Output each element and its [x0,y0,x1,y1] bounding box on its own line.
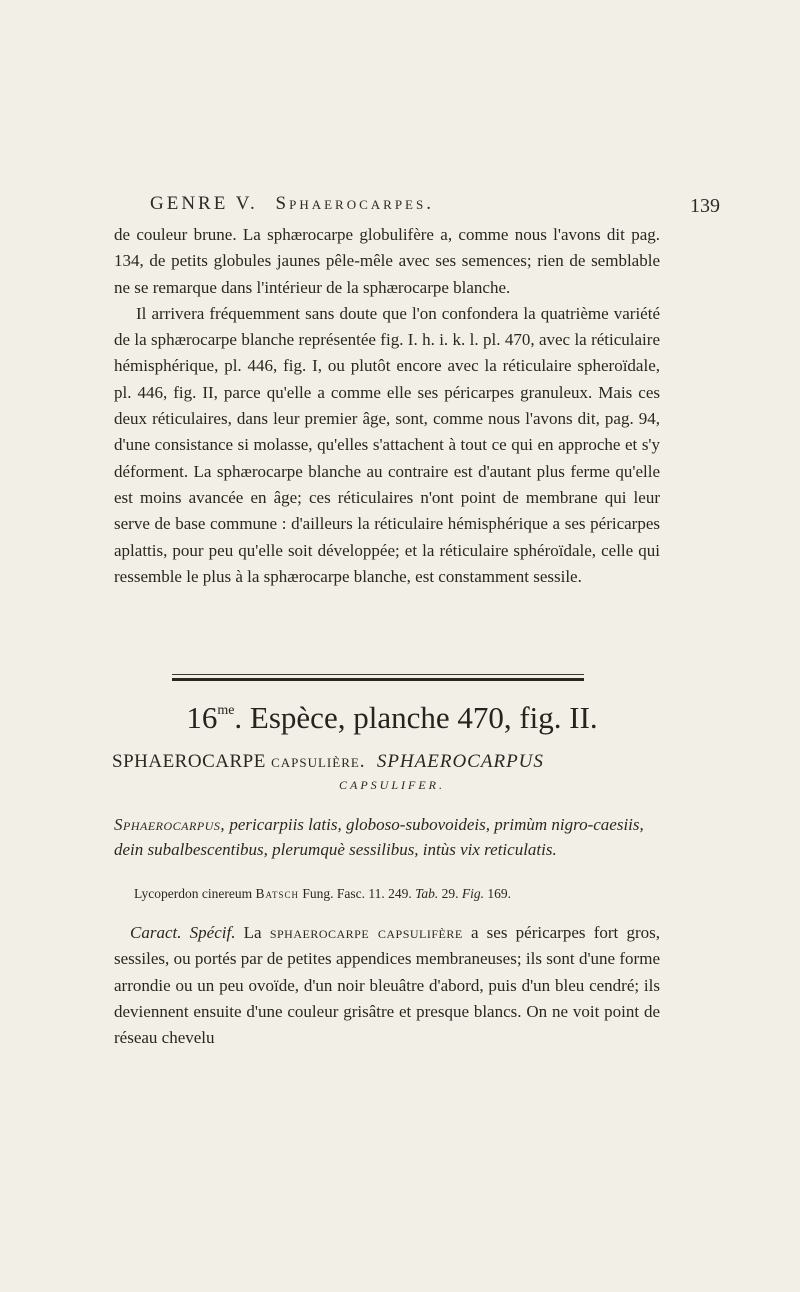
species-heading-rest: . Espèce, planche 470, fig. II. [234,700,598,735]
french-epithet: capsulière. [271,751,366,772]
diagnosis-text: pericarpiis latis, globoso-subovoideis, primùm nigro-caesiis, dein subalbescentibus, plerumquè sessilibus, intùs vix reticulatis. [114,815,644,859]
diagnosis-lead: Sphaerocarpus, [114,815,226,834]
running-head [150,193,750,215]
species-name [112,751,672,773]
synonymy-text-d: 169. [484,886,512,901]
species-number: 16 [186,700,218,735]
french-name: SPHAEROCARPE [112,751,266,772]
species-description [114,920,660,1051]
synonymy-tab: Tab. [415,886,439,901]
latin-name: SPHAEROCARPUS [376,751,544,772]
synonymy-fig: Fig. [461,886,485,901]
synonymy-text-b: Fung. Fasc. 11. 249. [298,886,416,901]
carac-text-b: a ses péricarpes fort gros, sessiles, ou portés par de petites appendices membraneuses; ils sont d'une forme arrondie ou un peu ovoïde, d'un noir bleuâtre d'abord, puis d'un bleu cendré; ils deviennent ensuite d'une couleur grisâtre et presque blancs. On ne voit point de réseau chevelu [114,923,660,1048]
genus-name: Sphaerocarpes. [275,193,434,214]
latin-epithet: CAPSULIFER. [339,778,445,792]
genre-label: GENRE V. [150,193,258,214]
body-text [114,222,660,590]
page-number: 139 [690,195,720,217]
synonymy [134,886,674,902]
carac-text-a: La [235,923,270,942]
synonymy-text-a: Lycoperdon cinereum [134,886,256,901]
species-ordinal: me [217,703,235,718]
section-rule-thin [172,674,584,675]
section-rule-thick [172,678,584,681]
synonymy-author: Batsch [255,886,299,901]
description-paragraph [114,920,660,1051]
paragraph-1: de couleur brune. La sphærocarpe globulifère a, comme nous l'avons dit pag. 134, de petits globules jaunes pêle-mêle avec ses semences; rien de semblable ne se remarque dans l'intérieur de la sphærocarpe blanche. [114,225,660,297]
species-heading [112,700,672,736]
carac-label: Caract. Spécif. [130,923,236,942]
carac-species-name: sphaerocarpe capsulifère [269,923,463,942]
paragraph-2: Il arrivera fréquemment sans doute que l'on confondera la quatrième variété de la sphærocarpe blanche représentée fig. I. h. i. k. l. pl. 470, avec la réticulaire hémisphérique, pl. 446, fig. I, ou plutôt encore avec la réticulaire spheroïdale, pl. 446, fig. II, parce qu'elle a comme elle ses péricarpes granuleux. Mais ces deux réticulaires, dans leur premier âge, sont, comme nous l'avons dit, pag. 94, d'une consistance si molasse, qu'elles s'attachent à tout ce qui en approche et s'y déforment. La sphærocarpe blanche au contraire est d'autant plus ferme qu'elle est moins avancée en âge; ces réticulaires n'ont point de membrane qui leur serve de base commune : d'ailleurs la réticulaire hémisphérique a ses péricarpes aplattis, pour peu qu'elle soit développée; et la réticulaire sphéroïdale, celle qui ressemble le plus à la sphærocarpe blanche, est constamment sessile. [114,303,660,586]
latin-diagnosis [114,812,660,862]
synonymy-text-c: 29. [438,886,462,901]
